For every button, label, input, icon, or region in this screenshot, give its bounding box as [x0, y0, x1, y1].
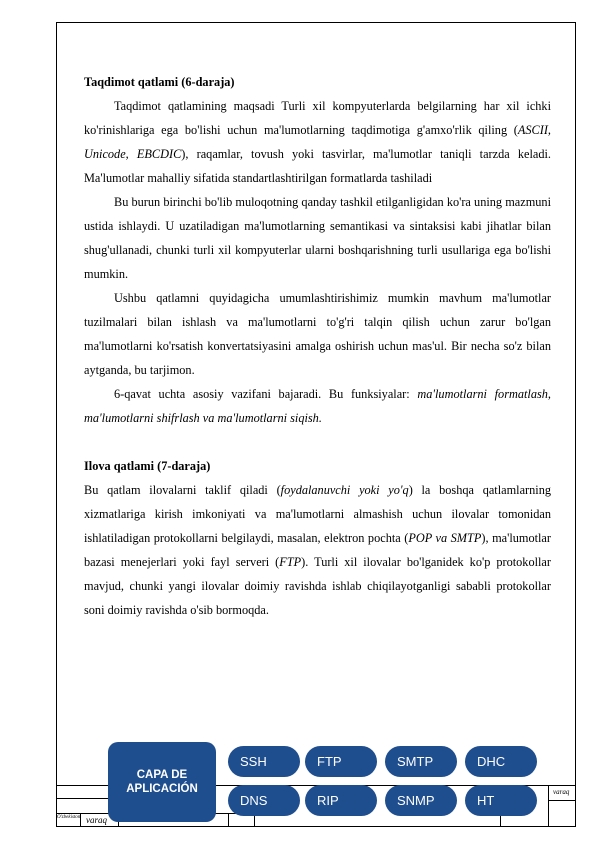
protocol-badge: SSH	[228, 746, 300, 777]
protocol-badge: SMTP	[385, 746, 457, 777]
paragraph: Taqdimot qatlamining maqsadi Turli xil kompyuterlarda belgilarning har xil ichki ko'rinishlariga ega bo'lishi uchun ma'lumotlarning taqdimotiga g'amxo'rlik qiling (ASCII, Unicode, EBCDIC), raqamlar, tovush yoki tasvirlar, ma'lumotlar taniqli tarzda keladi. Ma'lumotlar mahalliy sifatida standartlashtirilgan formatlarda tashiladi	[84, 99, 551, 185]
stamp-divider	[548, 800, 576, 801]
paragraph: Bu qatlam ilovalarni taklif qiladi (foydalanuvchi yoki yo'q) la boshqa qatlamlarning xizmatlariga kirish imkoniyati va ma'lumotlarni almashish uchun ilovalar tomonidan ishlatiladigan protokollarni belgilaydi, masalan, elektron pochta (POP va SMTP), ma'lumotlar bazasi menejerlari yoki fayl serveri (FTP). Turli xil ilovalar bo'lganidek ko'p protokollar mavjud, chunki yangi ilovalar doimiy ravishda ishlab chiqilayotganligi sababli protokollar soni doimiy ravishda o'sib bormoqda.	[84, 483, 551, 617]
stamp-varaq-label: varaq	[553, 788, 570, 796]
paragraph: Ushbu qatlamni quyidagicha umumlashtirishimiz mumkin mavhum ma'lumotlar tuzilmalari bilan ishlash va ma'lumotlarni to'g'ri talqin qilish uchun zarur bo'lgan ma'lumotlarni ko'rsatish konvertatsiyasini amalga oshirish uchun mas'ul. Bir necha so'z bilan aytganda, bu tarjimon.	[84, 291, 551, 377]
stamp-divider	[548, 785, 549, 827]
protocol-badge: SNMP	[385, 785, 457, 816]
protocol-badge: FTP	[305, 746, 377, 777]
stamp-varaq-label: varaq	[86, 815, 107, 825]
section-heading: Taqdimot qatlami (6-daraja)	[84, 75, 235, 89]
protocol-badge: DNS	[228, 785, 300, 816]
protocol-badge: DHC	[465, 746, 537, 777]
protocol-badge: HT	[465, 785, 537, 816]
banner-title: CAPA DE APLICACIÓN	[108, 742, 216, 822]
document-body	[84, 70, 551, 622]
stamp-org-label: O'zbekiston	[57, 815, 81, 820]
paragraph: 6-qavat uchta asosiy vazifani bajaradi. Bu funksiyalar: ma'lumotlarni formatlash, ma'lumotlarni shifrlash va ma'lumotlarni siqish.	[84, 387, 551, 425]
protocol-badge: RIP	[305, 785, 377, 816]
section-heading: Ilova qatlami (7-daraja)	[84, 459, 211, 473]
paragraph: Bu burun birinchi bo'lib muloqotning qanday tashkil etilganligidan ko'ra uning mazmuni ustida ishlaydi. U uzatiladigan ma'lumotlarning semantikasi va sintaksisi kabi jihatlar bilan shug'ullanadi, chunki turli xil kompyuterlar ularni boshqarishning turli usullariga ega bo'lishi mumkin.	[84, 195, 551, 281]
application-layer-banner	[108, 742, 506, 822]
